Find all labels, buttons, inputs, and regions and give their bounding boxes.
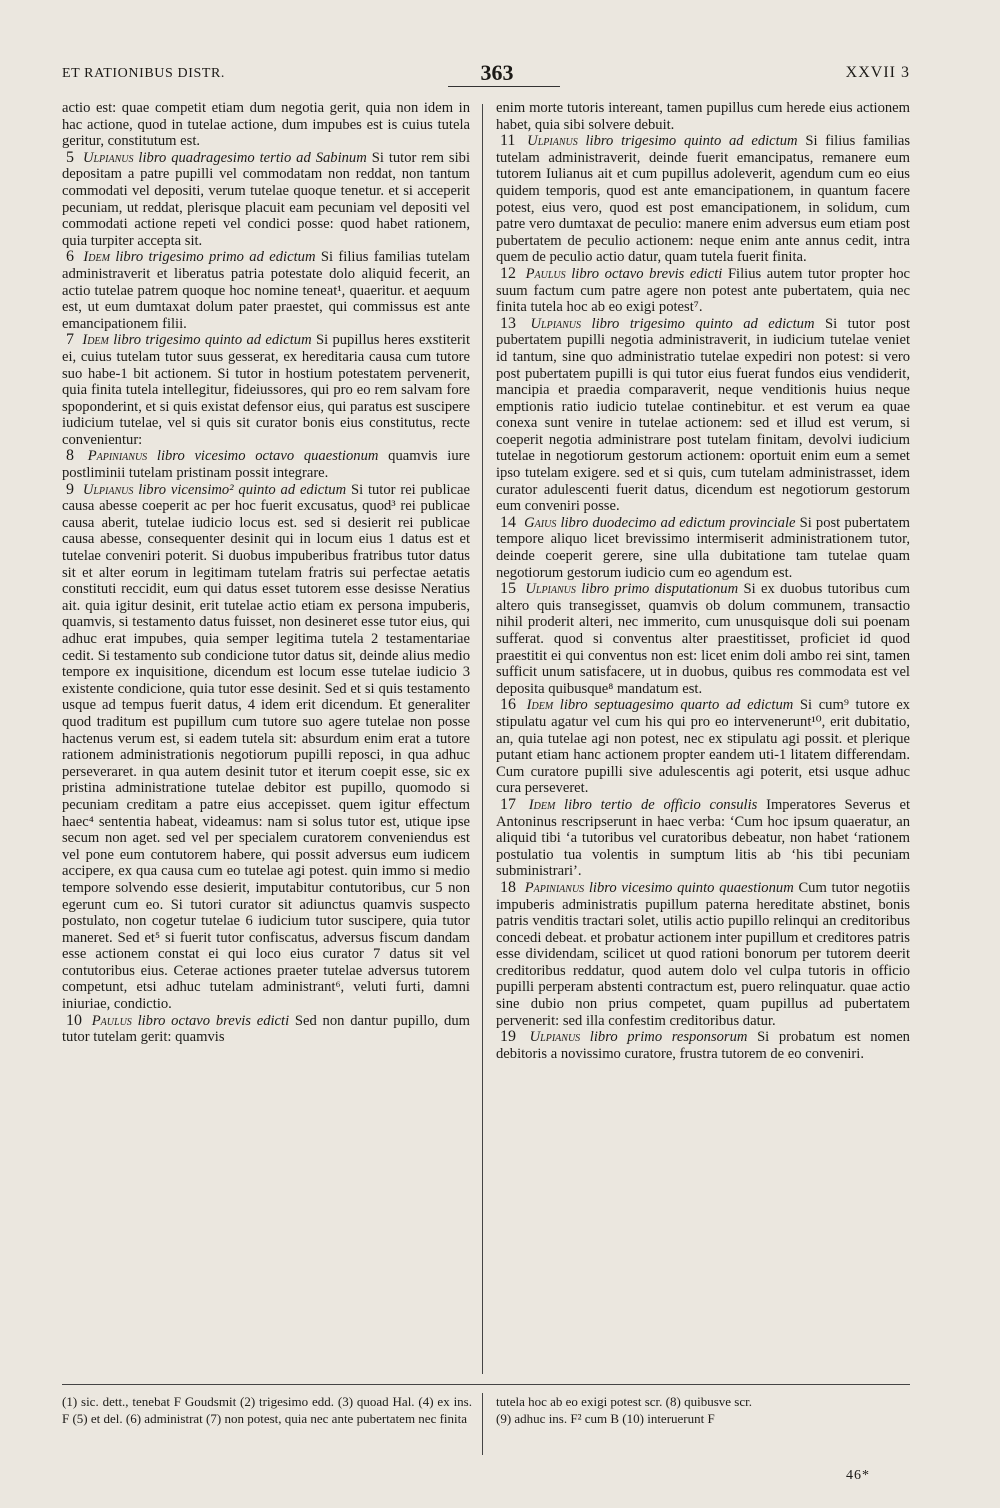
section-paragraph: [496, 581, 910, 697]
section-paragraph: [62, 249, 470, 332]
section-paragraph: [496, 266, 910, 316]
section-number: 10: [66, 1011, 82, 1029]
section-work: libro trigesimo quinto ad edictum: [585, 133, 798, 150]
footnote-line: (9) adhuc ins. F² cum B (10) interuerunt F: [496, 1411, 715, 1426]
header-rule: [448, 86, 560, 87]
section-text: Sed non dantur pupillo, dum tutor tutelam gerit: quamvis: [62, 1012, 470, 1046]
footnotes-right: [496, 1393, 910, 1427]
section-number: 9: [66, 480, 74, 498]
section-text: Si tutor rem sibi depositam a patre pupilli vel commodatam non reddat, non tantum commodati vel depositi, verum tutelae quoque tenetur. et si acceperit pecuniam, ut reddat, plerisque placuit eam pecuniam vel depositi vel commodati actione repeti vel condici posse: quod habet rationem, quia turpiter accepta sit.: [62, 149, 470, 249]
section-number: 17: [500, 795, 516, 813]
section-work: libro duodecimo ad edictum provinciale: [560, 514, 796, 531]
section-work: libro septuagesimo quarto ad edictum: [559, 697, 794, 714]
section-author: Ulpianus: [527, 133, 578, 150]
section-work: libro octavo brevis edicti: [137, 1012, 290, 1029]
section-work: libro vicesimo quinto quaestionum: [588, 879, 794, 896]
section-work: libro trigesimo primo ad edictum: [115, 249, 316, 266]
section-paragraph: [496, 515, 910, 581]
section-number: 14: [500, 513, 516, 531]
section-author: Idem: [528, 796, 556, 813]
page-header: [62, 60, 910, 88]
section-text: Filius autem tutor propter hoc suum factum cum patre agere non potest ante pubertatem, quia nec finita tutela hoc ab eo exigi potest⁷.: [496, 265, 910, 316]
section-work: libro primo responsorum: [589, 1029, 748, 1046]
section-work: libro vicensimo² quinto ad edictum: [138, 481, 347, 498]
page-number: 363: [480, 60, 514, 85]
section-number: 7: [66, 331, 74, 349]
section-text: Imperatores Severus et Antoninus rescripserunt in haec verba: ‘Cum hoc ipsum quaeratur, an aliquid tibi ‘a tutoribus vel curatoribus debeatur, non habet ‘rationem postulatio tua volentis in sumptum litis ab ‘his tibi pecuniam subministrari’.: [496, 796, 910, 880]
running-title: ET RATIONIBUS DISTR.: [62, 66, 226, 81]
section-author: Ulpianus: [82, 481, 134, 498]
section-text: Si filius familias tutelam administraverit, deinde fuerit emancipatus, remanere eum tutorem Iulianus ait et cum pupillus adoleverit, agendum cum eo eius quidem temporis, quod est ante emancipationem, in quantum facere potest, eius vero, quod est post emancipationem, in solidum, cum patre vero dumtaxat de peculio: manere enim adversus eum etiam post pubertatem de peculio actionem: neque enim ante annus cedit, intra quem de peculio actio datur, quam tutela fuerit finita.: [496, 133, 910, 266]
section-author: Ulpianus: [529, 1029, 581, 1046]
section-text: Si tutor rei publicae causa abesse coeperit ac per hoc fuerit excusatus, quod³ rei publicae causa aberit, tutelae iudicio locus est. sed si desierit rei publicae causa abesse, consequenter desinit qui in locum eius 1 datus est et tutelae conveniri poterit. Si duobus impuberibus fratribus tutor datus sit et alter eorum in legitimam tutelam fratris sui perfectae aetatis constituti reccidit, eum qui datus esset tutorem esse desisse Neratius ait. quia igitur desinit, erit tutelae actio etiam ex persona impuberis, quamvis, si testamento datus fuisset, non desineret esse tutor eius, qui adhuc erat impubes, quia semper legitima tutela 2 testamentariae cedit. Si testamento sub condicione tutor datus sit, deinde alius medio tempore ex inquisitione, dicendum est locum esse tutelae iudicio 3 existente condicione, quia tutor esse desinit. Sed et si quis testamento usque ad tempus fuerit datus, 4 idem erit dicendum. Et generaliter quod traditum est pupillum cum tutore suo agere tutelae non posse hactenus verum est, si eadem tutela sit: absurdum enim erat a tutore rationem administrationis negotiorum pupilli reposci, in qua adhuc perseveraret. in qua autem desinit tutor et iterum coepit esse, sic ex pristina administratione tutelae debitor est pupillo, quomodo si pecuniam creditam a patre eius accepisset. quem igitur effectum haec⁴ sententia habeat, videamus: nam si solus tutor est, utique ipse secum non aget. sed vel per specialem curatorem conveniendus est vel pone eum contutorem habere, qui possit adversus eum iudicem accipere, ex qua causa cum eo tutelae agi potest. quin immo si medio tempore solvendo esse desierit, imputabitur contutoribus, cur 5 non egerunt cum eo. Si tutori curator sit adiunctus quamvis suspecto postulato, non cogetur tutelae 6 iudicium tutor suscipere, quia tutor maneret. Sed et⁵ si fuerit tutor confiscatus, adversus fiscum dandam esse actionem constat ei qui loco eius curator 7 datus sit vel contutoribus eius. Ceterae actiones praeter tutelae adversus tutorem competunt, etsi adhuc tutelam administrant⁶, veluti furti, damni iniuriae, condictio.: [62, 481, 470, 1013]
section-author: Idem: [82, 332, 109, 349]
section-paragraph: [496, 797, 910, 880]
section-author: Papinianus: [524, 879, 585, 896]
section-text: Si pupillus heres exstiterit ei, cuius tutelam tutor suus gesserat, ex hereditaria causa cum tutore suo habe-1 bit actionem. Si tutor in hostium potestatem pervenerit, quia finita tutela intellegitur, fideiussores, qui pro eo rem salvam fore spoponderint, et si quis existat defensor eius, qui paratus est suscipere iudicium tutelae, vel si quis sit curator bonis eius constitutus, recte convenientur:: [62, 332, 470, 448]
footnotes-left: (1) sic. dett., tenebat F Goudsmit (2) trigesimo edd. (3) quoad Hal. (4) ex ins. F (5) et del. (6) administrat (7) non potest, quia nec ante pubertatem nec finita: [62, 1394, 472, 1426]
section-author: Papinianus: [87, 448, 148, 465]
section-work: libro vicesimo octavo quaestionum: [156, 448, 379, 465]
section-work: libro trigesimo quinto ad edictum: [113, 332, 312, 349]
section-author: Gaius: [524, 514, 557, 531]
section-paragraph: [496, 880, 910, 1029]
section-text: Si post pubertatem tempore aliquo licet brevissimo intermiserit administrationem tutor, deinde coeperit gerere, sine ulla dubitatione tam tutelae quam negotiorum gestorum iudicio cum eo agendum est.: [496, 514, 910, 581]
section-author: Paulus: [91, 1012, 132, 1029]
section-author: Idem: [526, 697, 554, 714]
section-text: Si tutor post pubertatem pupilli negotia administraverit, in iudicium tutelae veniet id tantum, sine quo administratio tutelae expediri non potest: si vero post pubertatem pupilli is qui tutor eius fuerat fundos eius vendiderit, mancipia et praedia comparaverit, neque venditionis huius neque emptionis ratio iudicio tutelae continebitur. et est verum ea quae conexa sunt venire in tutelae actionem: sed et illud est verum, si coeperit negotia administrare post tutelam finitam, devolvi iudicium tutelae in negotiorum gestorum actionem: oportuit enim eum a semet ipso tutelam exigere. sed et si quis, cum tutelam administrasset, idem curator adulescenti fuerit datus, dicendum est negotiorum gestorum eum conveniri posse.: [496, 315, 910, 515]
column-opening-text: actio est: quae competit etiam dum negotia gerit, quia non idem in hac actione, quod in tutelae actione, dum impubes est is cuius tutela geritur, constitutum est.: [62, 100, 470, 150]
section-work: libro trigesimo quinto ad edictum: [591, 315, 815, 332]
section-author: Paulus: [525, 265, 566, 282]
section-reference: XXVII 3: [845, 64, 910, 81]
section-paragraph: [62, 1013, 470, 1046]
section-number: 5: [66, 148, 74, 166]
section-text: Si probatum est nomen debitoris a novissimo curatore, frustra tutorem de eo conveniri.: [496, 1029, 910, 1062]
section-paragraph: [62, 332, 470, 448]
section-number: 6: [66, 248, 74, 266]
section-author: Ulpianus: [82, 149, 134, 166]
section-number: 13: [500, 314, 516, 332]
section-text: Si filius familias tutelam administraverit et liberatus patria potestate dolo aliquid fecerit, an actio tutelae patrem quoque hoc nomine teneat¹, quaeritur. et aequum est, ut eum dumtaxat dolum pater praestet, qui commissus est ante emancipationem filii.: [62, 249, 470, 332]
column-divider: [482, 104, 483, 1374]
section-number: 8: [66, 447, 74, 465]
section-number: 11: [500, 132, 516, 150]
section-text: Si cum⁹ tutore ex stipulatu agatur vel cum his qui pro eo intervenerunt¹⁰, erit dubitatio, an, quia tutelae agi non potest, nec ex stipulatu agi possit. et plerique putant etiam hanc actionem propter eandem uti-1 litatem differendam. Cum curatore pupilli sive adulescentis agi poterit, etsi usque adhuc cura perseveret.: [496, 697, 910, 797]
section-work: libro tertio de officio consulis: [564, 796, 758, 813]
section-work: libro primo disputationum: [581, 581, 739, 598]
section-paragraph: [496, 133, 910, 266]
right-text-column: [496, 100, 910, 1380]
section-paragraph: [62, 448, 470, 481]
footnotes: [62, 1384, 910, 1461]
left-text-column: [62, 100, 470, 1380]
section-author: Ulpianus: [525, 581, 576, 598]
section-work: libro octavo brevis edicti: [571, 265, 723, 282]
column-opening-text: enim morte tutoris intereant, tamen pupillus cum herede eius actionem habet, quia sibi solvere debuit.: [496, 100, 910, 133]
section-number: 19: [500, 1028, 516, 1046]
section-number: 15: [500, 580, 516, 598]
section-paragraph: [62, 150, 470, 250]
section-number: 18: [500, 878, 516, 896]
section-work: libro quadragesimo tertio ad Sabinum: [138, 149, 367, 166]
section-paragraph: [496, 697, 910, 797]
section-text: quamvis iure postliminii tutelam pristinam possit integrare.: [62, 448, 470, 482]
section-text: Cum tutor negotiis impuberis administratis pupillum paterna hereditate abstinet, bonis patris venditis tractari solet, utilis actio pupillo relinqui an creditoribus concedi debeat. et probatur actionem inter pupillum et creditores patris esse dividendam, scilicet ut quod rationi bonorum per tutorem deerit creditoribus reddatur, quod autem dolo vel culpa tutoris in officio pupilli perperam abstenti contractum est, puero relinquatur. quae actio sine dubio non prius competet, quam pupillus ad pubertatem pervenerit: sed illa confestim creditoribus datur.: [496, 879, 910, 1029]
section-paragraph: [496, 1029, 910, 1062]
section-author: Idem: [83, 249, 110, 266]
section-text: Si ex duobus tutoribus cum altero quis transegisset, quamvis ob dolum communem, transactio nihil proderit alteri, nec immerito, cum unusquisque doli sui poenam sufferat. quod si conventus alter praestitisset, proficiet id quod praestitit ei qui conventus non est: licet enim doli ambo rei sint, tamen sufficit unum satisfacere, ut in duobus, quibus res commodata est vel deposita quibusque⁸ mandatum est.: [496, 581, 910, 697]
section-paragraph: [496, 316, 910, 515]
footnote-line: tutela hoc ab eo exigi potest scr. (8) quibusve scr.: [496, 1394, 752, 1409]
footnote-divider: [482, 1393, 483, 1455]
section-paragraph: [62, 482, 470, 1013]
signature-mark: 46*: [846, 1468, 870, 1483]
section-number: 16: [500, 696, 516, 714]
section-number: 12: [500, 264, 516, 282]
section-author: Ulpianus: [530, 315, 582, 332]
